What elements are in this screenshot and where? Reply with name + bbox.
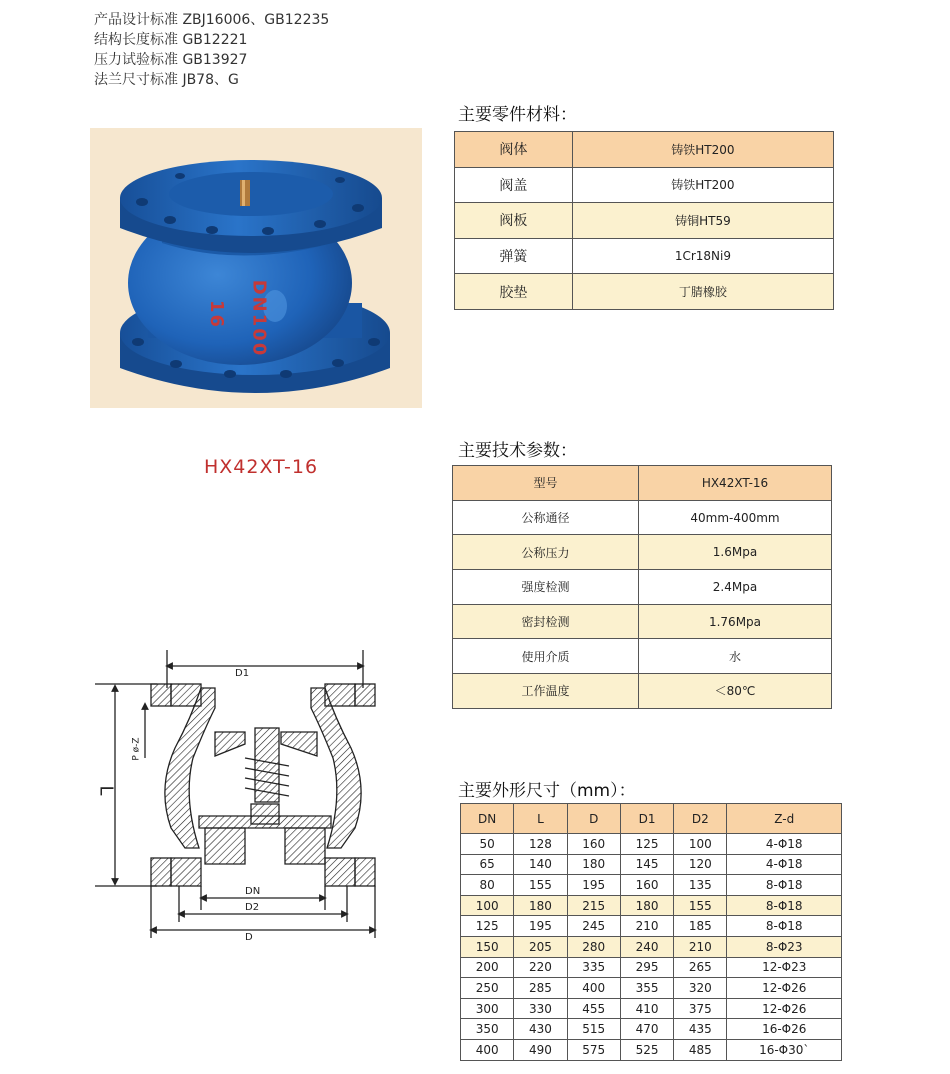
standards-list xyxy=(94,10,329,90)
table-row xyxy=(461,916,842,937)
table-row xyxy=(461,854,842,875)
cell-d1: 145 xyxy=(620,854,673,875)
cell-l: 195 xyxy=(514,916,567,937)
cell-d2: 135 xyxy=(674,875,727,896)
cell-dn: 100 xyxy=(461,895,514,916)
cell-l: 205 xyxy=(514,936,567,957)
cell-l: 128 xyxy=(514,834,567,855)
param-name: 强度检测 xyxy=(453,570,639,605)
cell-d1: 355 xyxy=(620,978,673,999)
part-material: 丁腈橡胶 xyxy=(572,274,833,310)
header-l: L xyxy=(514,804,567,834)
cell-l: 490 xyxy=(514,1039,567,1060)
cell-l: 220 xyxy=(514,957,567,978)
param-value: 2.4Mpa xyxy=(639,570,832,605)
cell-d2: 120 xyxy=(674,854,727,875)
param-value: 水 xyxy=(639,639,832,674)
table-row xyxy=(453,466,832,501)
table-row xyxy=(461,834,842,855)
table-row xyxy=(453,500,832,535)
part-name: 阀体 xyxy=(455,132,573,168)
part-material: 铸铜HT59 xyxy=(572,203,833,239)
param-name: 工作温度 xyxy=(453,674,639,709)
table-row xyxy=(455,203,834,239)
cell-d2: 185 xyxy=(674,916,727,937)
part-name: 弹簧 xyxy=(455,238,573,274)
table-row xyxy=(453,604,832,639)
cell-d1: 125 xyxy=(620,834,673,855)
param-value: 1.76Mpa xyxy=(639,604,832,639)
dimensions-title: 主要外形尺寸（mm）： xyxy=(458,781,636,801)
header-d2: D2 xyxy=(674,804,727,834)
cell-dn: 150 xyxy=(461,936,514,957)
part-name: 胶垫 xyxy=(455,274,573,310)
cell-d1: 525 xyxy=(620,1039,673,1060)
cell-d2: 155 xyxy=(674,895,727,916)
table-row xyxy=(461,998,842,1019)
cell-dn: 250 xyxy=(461,978,514,999)
cell-zd: 8-Φ18 xyxy=(727,875,842,896)
cell-dn: 200 xyxy=(461,957,514,978)
cell-l: 180 xyxy=(514,895,567,916)
cell-d: 215 xyxy=(567,895,620,916)
cell-dn: 65 xyxy=(461,854,514,875)
cell-zd: 16-Φ30` xyxy=(727,1039,842,1060)
table-row xyxy=(461,895,842,916)
table-row xyxy=(461,875,842,896)
model-caption: HX42XT-16 xyxy=(204,456,319,478)
cell-d1: 240 xyxy=(620,936,673,957)
materials-title: 主要零件材料： xyxy=(458,105,577,125)
table-row xyxy=(461,1039,842,1060)
header-zd: Z-d xyxy=(727,804,842,834)
header-dn: DN xyxy=(461,804,514,834)
cell-l: 330 xyxy=(514,998,567,1019)
standard-design: 产品设计标准 ZBJ16006、GB12235 xyxy=(94,12,330,28)
dimensions-body xyxy=(461,834,842,1061)
table-row xyxy=(461,957,842,978)
cell-dn: 400 xyxy=(461,1039,514,1060)
cell-zd: 8-Φ23 xyxy=(727,936,842,957)
table-row xyxy=(461,936,842,957)
cell-d1: 210 xyxy=(620,916,673,937)
cell-d1: 470 xyxy=(620,1019,673,1040)
label-d2: D2 xyxy=(245,902,260,913)
cell-d1: 295 xyxy=(620,957,673,978)
param-name: 公称压力 xyxy=(453,535,639,570)
table-row xyxy=(455,167,834,203)
cell-zd: 4-Φ18 xyxy=(727,834,842,855)
cell-d: 515 xyxy=(567,1019,620,1040)
table-row xyxy=(455,274,834,310)
cell-d2: 100 xyxy=(674,834,727,855)
cell-d2: 320 xyxy=(674,978,727,999)
standard-flange: 法兰尺寸标准 JB78、G xyxy=(94,72,239,88)
cell-d: 335 xyxy=(567,957,620,978)
param-value: 1.6Mpa xyxy=(639,535,832,570)
param-name: 使用介质 xyxy=(453,639,639,674)
cell-d1: 160 xyxy=(620,875,673,896)
cell-zd: 12-Φ23 xyxy=(727,957,842,978)
table-row xyxy=(453,570,832,605)
cell-d: 400 xyxy=(567,978,620,999)
cell-l: 155 xyxy=(514,875,567,896)
cell-d: 195 xyxy=(567,875,620,896)
cell-zd: 12-Φ26 xyxy=(727,978,842,999)
cell-d2: 435 xyxy=(674,1019,727,1040)
tech-params-table xyxy=(452,465,832,709)
table-row xyxy=(461,978,842,999)
part-material: 铸铁HT200 xyxy=(572,132,833,168)
cell-dn: 300 xyxy=(461,998,514,1019)
section-drawing xyxy=(95,648,415,948)
tech-title: 主要技术参数： xyxy=(458,441,577,461)
param-value: HX42XT-16 xyxy=(639,466,832,501)
standard-length: 结构长度标准 GB12221 xyxy=(94,32,248,48)
table-row xyxy=(455,238,834,274)
param-value: 40mm-400mm xyxy=(639,500,832,535)
cell-d2: 210 xyxy=(674,936,727,957)
cell-l: 285 xyxy=(514,978,567,999)
cell-zd: 8-Φ18 xyxy=(727,895,842,916)
cell-l: 430 xyxy=(514,1019,567,1040)
cell-d: 280 xyxy=(567,936,620,957)
param-name: 型号 xyxy=(453,466,639,501)
table-row xyxy=(455,132,834,168)
cell-dn: 125 xyxy=(461,916,514,937)
cell-d2: 485 xyxy=(674,1039,727,1060)
part-name: 阀板 xyxy=(455,203,573,239)
table-header-row xyxy=(461,804,842,834)
cell-zd: 12-Φ26 xyxy=(727,998,842,1019)
part-name: 阀盖 xyxy=(455,167,573,203)
cell-zd: 8-Φ18 xyxy=(727,916,842,937)
label-dn: DN xyxy=(245,886,261,897)
table-row xyxy=(453,535,832,570)
header-d1: D1 xyxy=(620,804,673,834)
dimensions-table xyxy=(460,803,842,1061)
header-d: D xyxy=(567,804,620,834)
label-l: L xyxy=(95,785,117,796)
label-d: D xyxy=(245,932,253,943)
label-p-z: P ø-Z xyxy=(131,737,142,761)
cell-d1: 410 xyxy=(620,998,673,1019)
cell-d: 575 xyxy=(567,1039,620,1060)
product-photo xyxy=(90,128,422,408)
param-value: ＜80℃ xyxy=(639,674,832,709)
part-material: 铸铁HT200 xyxy=(572,167,833,203)
cell-dn: 50 xyxy=(461,834,514,855)
cell-d: 455 xyxy=(567,998,620,1019)
valve-illustration xyxy=(90,128,422,408)
cell-l: 140 xyxy=(514,854,567,875)
cell-d: 180 xyxy=(567,854,620,875)
cell-zd: 4-Φ18 xyxy=(727,854,842,875)
table-row xyxy=(453,674,832,709)
part-material: 1Cr18Ni9 xyxy=(572,238,833,274)
cell-d2: 265 xyxy=(674,957,727,978)
param-name: 密封检测 xyxy=(453,604,639,639)
cell-dn: 80 xyxy=(461,875,514,896)
cell-d1: 180 xyxy=(620,895,673,916)
cell-d: 245 xyxy=(567,916,620,937)
table-row xyxy=(453,639,832,674)
cell-dn: 350 xyxy=(461,1019,514,1040)
materials-table xyxy=(454,131,834,310)
cast-marking-dn: DN100 xyxy=(248,279,270,358)
label-d1: D1 xyxy=(235,668,250,679)
cell-d: 160 xyxy=(567,834,620,855)
cell-zd: 16-Φ26 xyxy=(727,1019,842,1040)
param-name: 公称通径 xyxy=(453,500,639,535)
cast-marking-pressure: 16 xyxy=(206,299,228,330)
table-row xyxy=(461,1019,842,1040)
cell-d2: 375 xyxy=(674,998,727,1019)
standard-pressure: 压力试验标准 GB13927 xyxy=(94,52,248,68)
